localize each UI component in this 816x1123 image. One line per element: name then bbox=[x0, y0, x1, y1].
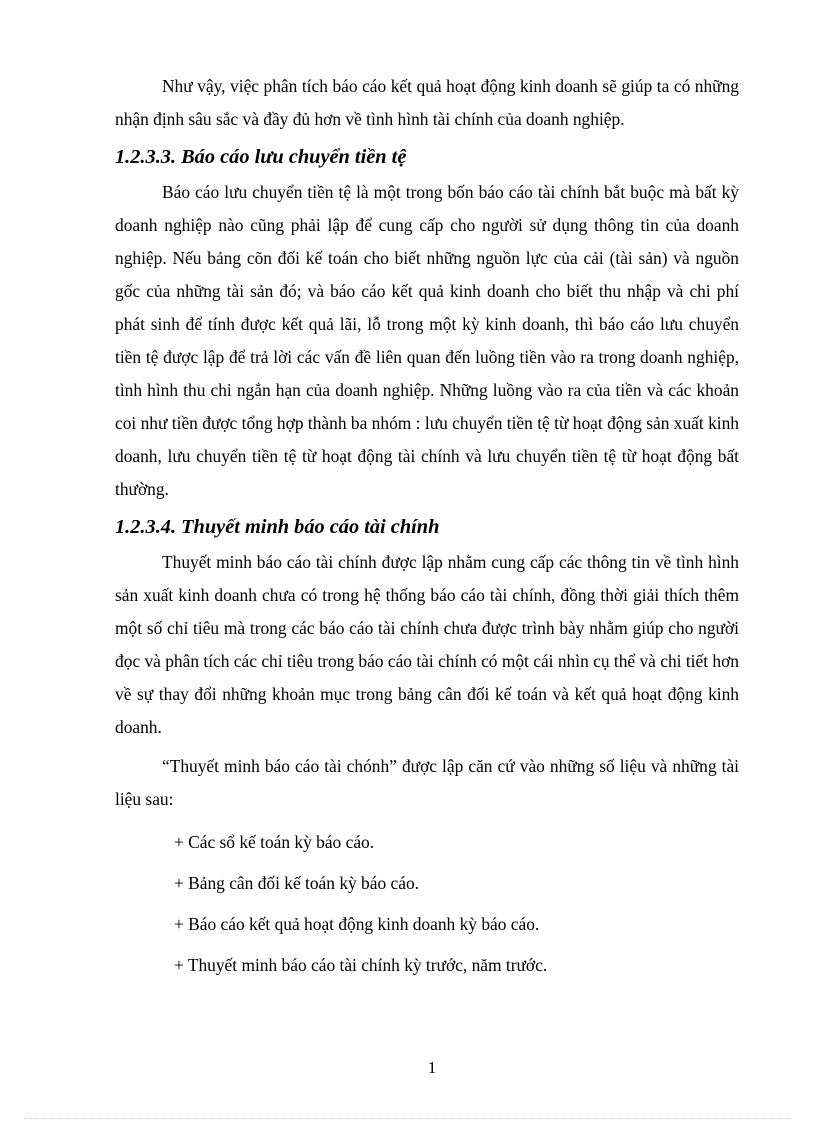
cash-flow-paragraph: Báo cáo lưu chuyển tiền tệ là một trong bốn báo cáo tài chính bắt buộc mà bất kỳ doanh nghiệp nào cũng phải lập để cung cấp cho người sử dụng thông tin của doanh nghiệp. Nếu bảng cõn đối kế toán cho biết những nguồn lực của cải (tài sản) và nguồn gốc của những tài sản đó; và báo cáo kết quả kinh doanh cho biết thu nhập và chi phí phát sinh để tính được kết quả lãi, lỗ trong một kỳ kinh doanh, thì báo cáo lưu chuyển tiền tệ được lập để trả lời các vấn đề liên quan đến luồng tiền vào ra trong doanh nghiệp, tình hình thu chi ngắn hạn của doanh nghiệp. Những luồng vào ra của tiền và các khoản coi như tiền được tổng hợp thành ba nhóm : lưu chuyển tiền tệ từ hoạt động sản xuất kinh doanh, lưu chuyển tiền tệ từ hoạt động tài chính và lưu chuyển tiền tệ từ hoạt động bất thường. bbox=[115, 182, 739, 499]
list-item: + Thuyết minh báo cáo tài chính kỳ trước, năm trước. bbox=[174, 955, 548, 975]
source-list bbox=[115, 822, 739, 986]
page-number: 1 bbox=[427, 1058, 437, 1077]
financial-notes-paragraph: Thuyết minh báo cáo tài chính được lập nhằm cung cấp các thông tin về tình hình sản xuất kinh doanh chưa có trong hệ thống báo cáo tài chính, đồng thời giải thích thêm một số chỉ tiêu mà trong các báo cáo tài chính chưa được trình bày nhằm giúp cho người đọc và phân tích các chỉ tiêu trong báo cáo tài chính có một cái nhìn cụ thể và chi tiết hơn về sự thay đổi những khoản mục trong bảng cân đối kế toán và kết quả hoạt động kinh doanh. bbox=[115, 552, 739, 737]
document-page bbox=[115, 70, 739, 986]
page-bottom-divider bbox=[24, 1118, 792, 1119]
section-heading-financial-notes: 1.2.3.4. Thuyết minh báo cáo tài chính bbox=[115, 516, 440, 538]
financial-notes-sources-paragraph: “Thuyết minh báo cáo tài chónh” được lập căn cứ vào những số liệu và những tài liệu sau: bbox=[115, 756, 739, 809]
list-item: + Báo cáo kết quả hoạt động kinh doanh kỳ báo cáo. bbox=[174, 914, 540, 934]
section-heading-cash-flow: 1.2.3.3. Báo cáo lưu chuyển tiền tệ bbox=[115, 146, 407, 168]
list-item: + Các sổ kế toán kỳ báo cáo. bbox=[174, 832, 375, 852]
intro-paragraph: Như vậy, việc phân tích báo cáo kết quả hoạt động kinh doanh sẽ giúp ta có những nhận định sâu sắc và đầy đủ hơn về tình hình tài chính của doanh nghiệp. bbox=[115, 76, 739, 129]
list-item: + Bảng cân đối kế toán kỳ báo cáo. bbox=[174, 873, 419, 893]
